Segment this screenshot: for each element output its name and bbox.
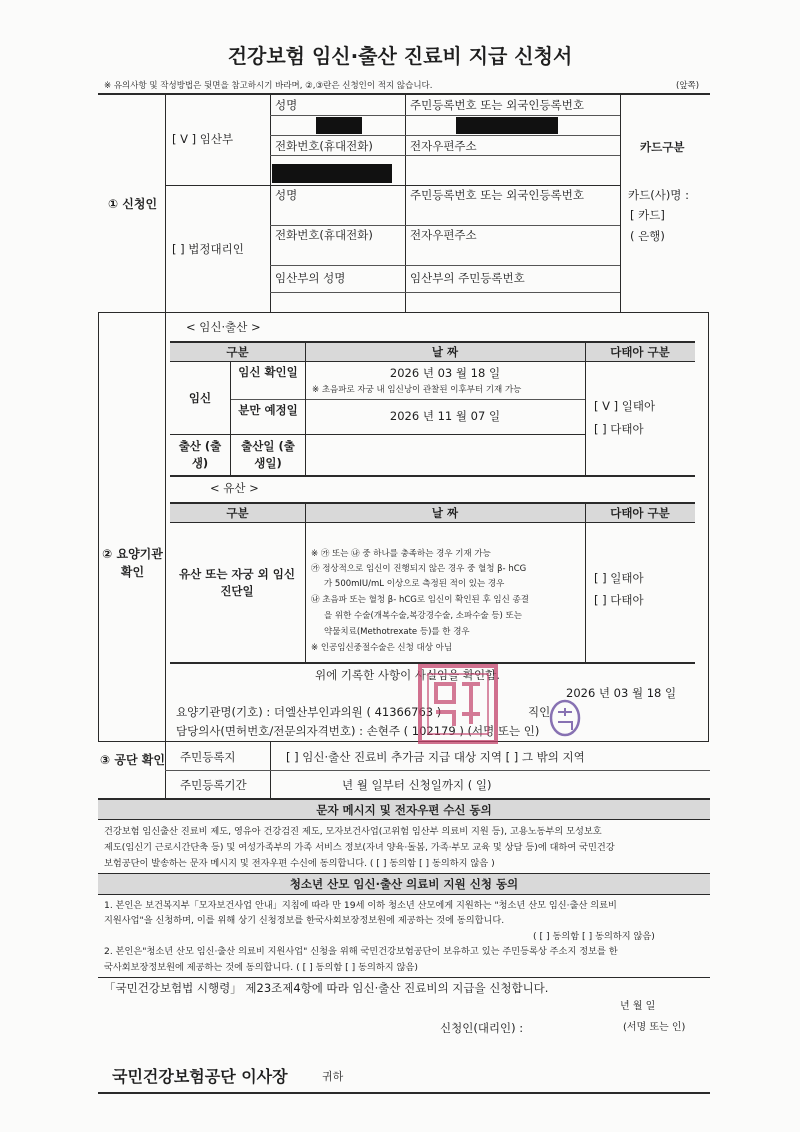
mis-note: 약물치료(Methotrexate 등)를 한 경우: [324, 627, 470, 637]
pregnancy-label: 임신: [188, 391, 212, 405]
sms-consent-body: 건강보험 임신출산 진료비 제도, 영유아 건강검진 제도, 모자보건사업(고위험 임산부 의료비 지원 등), 고용노동부의 모성보호: [104, 826, 602, 837]
reg-period-value: 년 월 일부터 신청일까지 ( 일): [342, 778, 492, 792]
mis-note: ※ 인공임신중절수술은 신청 대상 아님: [311, 643, 453, 653]
bank-line: ( 은행): [630, 229, 665, 243]
pregnancy-confirm-label: 임신 확인일: [238, 365, 298, 379]
mis-note: ㉮ 정상적으로 임신이 진행되지 않은 경우 중 혈청 β- hCG: [311, 564, 527, 574]
institution-seal-stamp: [414, 662, 504, 746]
redacted-id: [456, 117, 558, 134]
agent-phone-label: 전화번호(휴대전화): [275, 228, 373, 242]
pregnancy-confirm-date: 2026 년 03 월 18 일: [389, 366, 501, 380]
pregnancy-note: ※ 초음파로 자궁 내 임신낭이 관찰된 이후부터 기재 가능: [312, 385, 522, 395]
mis-note: 을 위한 수술(개복수술,복강경수술, 소파수술 등) 또는: [324, 611, 522, 621]
sms-consent-title: 문자 메시지 및 전자우편 수신 동의: [316, 803, 492, 817]
pregnant-checkbox[interactable]: [ V ] 임산부: [172, 132, 234, 146]
youth-consent-p2: 2. 본인은"청소년 산모 임신·출산 의료비 지원사업" 신청을 위해 국민건강보험공단이 보유하고 있는 주민등록상 주소지 정보를 한: [104, 946, 618, 957]
due-date-label: 분만 예정일: [238, 403, 298, 417]
youth-consent-p1-choice[interactable]: ( [ ] 동의함 [ ] 동의하지 않음): [533, 931, 655, 942]
redacted-phone: [272, 164, 392, 183]
applicant-section-label: ① 신청인: [107, 197, 158, 211]
reg-address-options[interactable]: [ ] 임신·출산 진료비 추가금 지급 대상 지역 [ ] 그 밖의 지역: [286, 750, 585, 764]
card-company-label: 카드(사)명 :: [628, 188, 689, 202]
doctor-seal-stamp: [548, 698, 582, 738]
card-line: [ 카드]: [630, 208, 665, 222]
page-title: 건강보험 임신·출산 진료비 지급 신청서: [227, 44, 573, 68]
mis-multi-checkbox[interactable]: [ ] 다태아: [594, 593, 644, 607]
redacted-name: [316, 117, 362, 134]
mother-name-label: 임산부의 성명: [275, 271, 346, 285]
pregnant-email-label: 전자우편주소: [410, 139, 477, 153]
mis-note: ※ ㉮ 또는 ㉯ 중 하나를 충족하는 경우 기재 가능: [311, 549, 491, 559]
application-date: 년 월 일: [620, 1001, 656, 1012]
applicant-sign-label: 신청인(대리인) :: [440, 1021, 524, 1035]
col-multi-header: 다태아 구분: [610, 345, 670, 359]
multi-baby-checkbox[interactable]: [ ] 다태아: [594, 422, 644, 436]
miscarriage-table-title: < 유산 >: [210, 481, 259, 495]
notice-text: ※ 유의사항 및 작성방법은 뒷면을 참고하시기 바라며, ②,③란은 신청인이 적지 않습니다.: [104, 81, 433, 91]
institution-line: 요양기관명(기호) : 더엘산부인과의원 ( 41366763 ): [176, 705, 442, 719]
sms-consent-body[interactable]: 보험공단이 발송하는 문자 메시지 및 전자우편 수신에 동의합니다. ( [ ] 동의함 [ ] 동의하지 않음 ): [104, 858, 495, 869]
mis-note: 가 500mIU/mL 이상으로 측정된 적이 있는 경우: [324, 579, 505, 589]
birth-label: 출산 (출생): [178, 439, 222, 470]
miscarriage-type-label: 유산 또는 자궁 외 임신 진단일: [179, 567, 295, 598]
agent-email-label: 전자우편주소: [410, 228, 477, 242]
youth-consent-p1: 1. 본인은 보건복지부「모자보건사업 안내」지침에 따라 만 19세 이하 청소년 산모에게 지원하는 "청소년 산모 임신·출산 의료비: [104, 900, 617, 911]
confirm-date: 2026 년 03 월 18 일: [566, 686, 677, 700]
mis-col-date-header: 날 짜: [431, 506, 459, 520]
pregnant-id-label: 주민등록번호 또는 외국인등록번호: [410, 98, 584, 112]
birth-date-label: 출산일 (출생일): [241, 439, 295, 470]
doctor-line: 담당의사(면허번호/전문의자격번호) : 손현주 ( 102179 ) (서명 또는 인): [176, 724, 540, 738]
mis-col-type-header: 구분: [226, 506, 249, 520]
card-type-header: 카드구분: [640, 140, 685, 154]
reg-address-label: 주민등록지: [180, 750, 236, 764]
agent-name-label: 성명: [275, 188, 298, 202]
care-section-label: ② 요양기관 확인: [102, 547, 163, 579]
recipient: 국민건강보험공단 이사장: [112, 1067, 288, 1086]
youth-consent-p2[interactable]: 국사회보장정보원에 제공하는 것에 동의합니다. ( [ ] 동의함 [ ] 동의하지 않음): [104, 962, 418, 973]
single-baby-checkbox[interactable]: [ V ] 일태아: [594, 399, 656, 413]
mis-single-checkbox[interactable]: [ ] 일태아: [594, 571, 644, 585]
youth-consent-p1: 지원사업"을 신청하며, 이를 위해 상기 신청정보를 한국사회보장정보원에 제공하는 것에 동의합니다.: [104, 915, 505, 926]
sms-consent-body: 제도(임신기 근로시간단축 등) 및 여성가족부의 가족 서비스 정보(자녀 양육·돌봄, 가족·부모 교육 및 상담 등)에 대하여 국민건강: [104, 842, 615, 853]
seal-label: 직인: [528, 705, 551, 719]
col-type-header: 구분: [226, 345, 249, 359]
agent-id-label: 주민등록번호 또는 외국인등록번호: [410, 188, 584, 202]
corp-section-label: ③ 공단 확인: [100, 753, 165, 767]
front-label: (앞쪽): [676, 81, 700, 91]
honorific: 귀하: [322, 1070, 344, 1083]
reg-period-label: 주민등록기간: [180, 778, 247, 792]
col-date-header: 날 짜: [431, 345, 459, 359]
mother-id-label: 임산부의 주민등록번호: [410, 271, 525, 285]
pregnancy-table-title: < 임신·출산 >: [186, 320, 261, 334]
confirm-statement: 위에 기록한 사항이 사실임을 확인함.: [315, 668, 500, 682]
mis-col-multi-header: 다태아 구분: [610, 506, 670, 520]
mis-note: ㉯ 초음파 또는 혈청 β- hCG로 임신이 확인된 후 임신 종결: [311, 595, 529, 605]
law-statement: 「국민건강보험법 시행령」 제23조제4항에 따라 임신·출산 진료비의 지급을 신청합니다.: [104, 981, 549, 995]
due-date: 2026 년 11 월 07 일: [389, 409, 501, 423]
youth-consent-title: 청소년 산모 임신·출산 의료비 지원 신청 동의: [289, 877, 519, 891]
pregnant-phone-label: 전화번호(휴대전화): [275, 139, 373, 153]
agent-checkbox[interactable]: [ ] 법정대리인: [172, 242, 244, 256]
sign-or-seal: (서명 또는 인): [623, 1022, 686, 1033]
pregnant-name-label: 성명: [275, 98, 298, 112]
